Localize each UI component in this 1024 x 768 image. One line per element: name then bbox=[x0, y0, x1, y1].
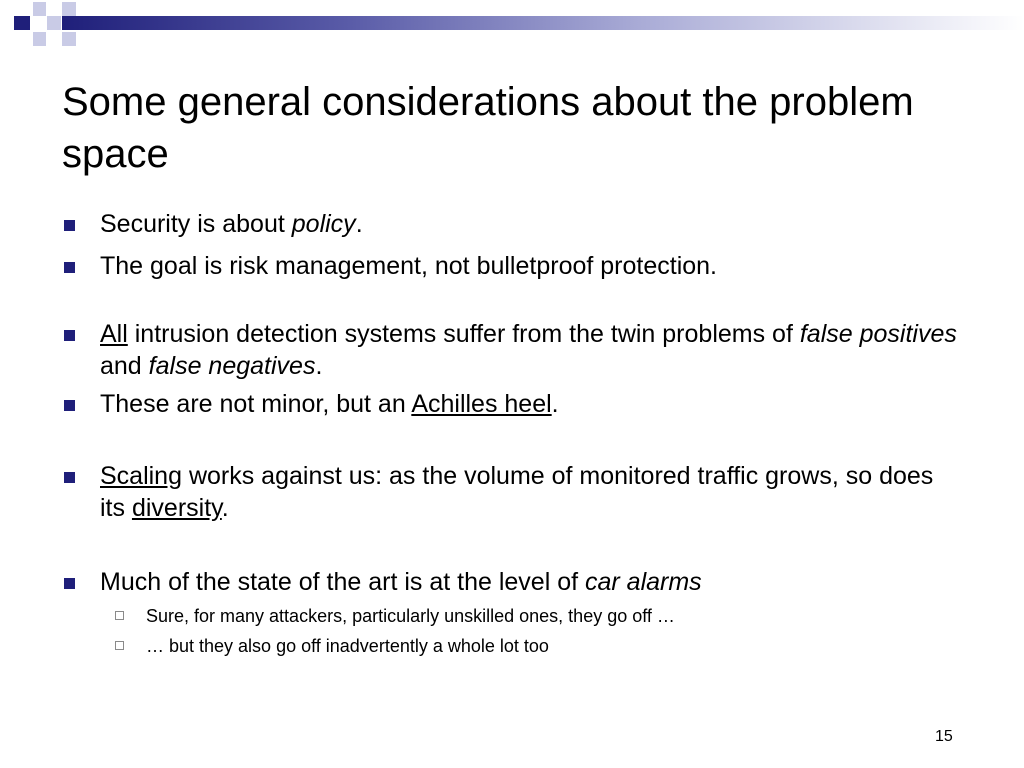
decor-square-dark bbox=[14, 16, 30, 30]
decor-square-light bbox=[62, 32, 76, 46]
square-bullet-icon bbox=[64, 400, 75, 411]
square-bullet-icon bbox=[64, 262, 75, 273]
bullet-item: Much of the state of the art is at the level of car alarms bbox=[62, 566, 962, 598]
sub-bullet-item: Sure, for many attackers, particularly unskilled ones, they go off … bbox=[62, 604, 962, 628]
decor-square-light bbox=[47, 16, 61, 30]
bullet-item: Security is about policy. bbox=[62, 208, 962, 240]
hollow-square-bullet-icon bbox=[115, 641, 124, 650]
square-bullet-icon bbox=[64, 330, 75, 341]
square-bullet-icon bbox=[64, 472, 75, 483]
bullet-item: Scaling works against us: as the volume of monitored traffic grows, so does its diversity. bbox=[62, 460, 962, 524]
bullet-item: All intrusion detection systems suffer from the twin problems of false positives and false negatives. bbox=[62, 318, 962, 382]
decor-square-light bbox=[33, 32, 46, 46]
sub-bullet-item: … but they also go off inadvertently a whole lot too bbox=[62, 634, 962, 658]
hollow-square-bullet-icon bbox=[115, 611, 124, 620]
square-bullet-icon bbox=[64, 578, 75, 589]
bullet-item: These are not minor, but an Achilles heel. bbox=[62, 388, 962, 420]
decor-square-light bbox=[33, 2, 46, 16]
slide-title: Some general considerations about the problem space bbox=[62, 80, 914, 176]
header-gradient-bar bbox=[62, 16, 1024, 30]
decor-square-light bbox=[62, 2, 76, 16]
slide-content bbox=[62, 208, 962, 658]
page-number: 15 bbox=[935, 728, 953, 745]
square-bullet-icon bbox=[64, 220, 75, 231]
bullet-item: The goal is risk management, not bulletproof protection. bbox=[62, 250, 962, 282]
